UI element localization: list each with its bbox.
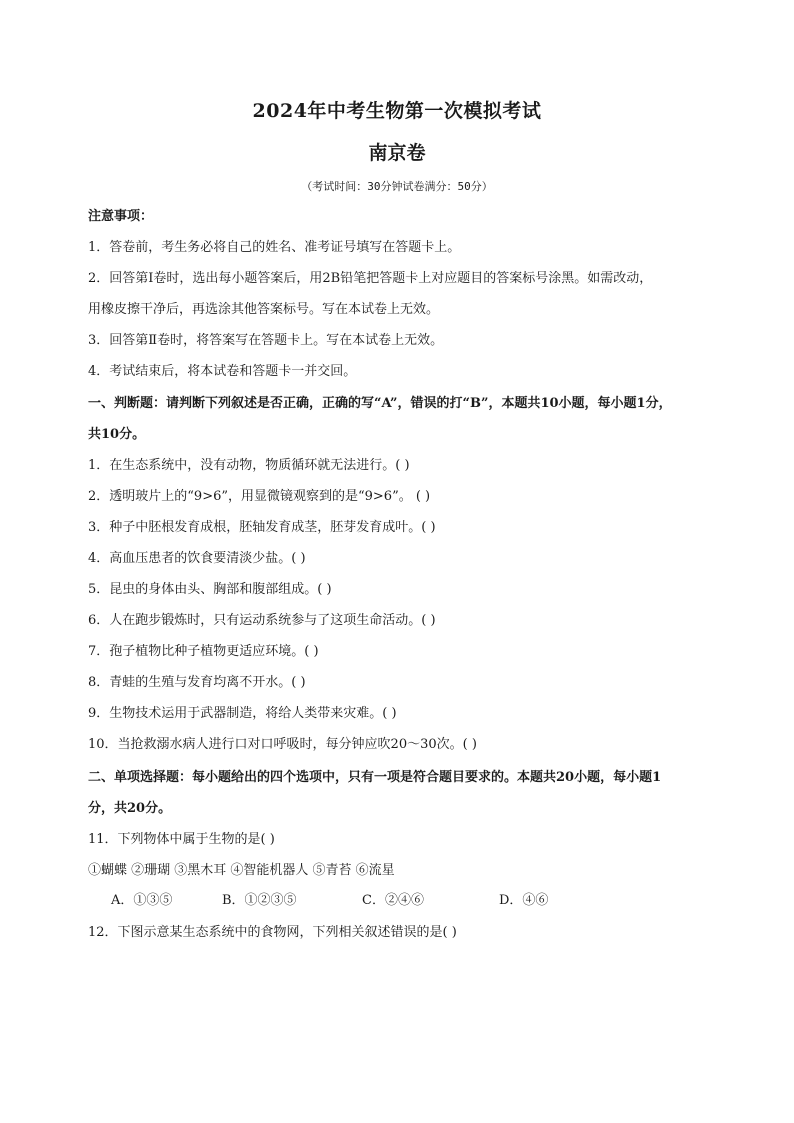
question-stem: 12．下图示意某生态系统中的食物网，下列相关叙述错误的是( ) <box>88 925 457 940</box>
page-title: 2024年中考生物第一次模拟考试 <box>252 100 542 122</box>
section1-heading: 一、判断题：请判断下列叙述是否正确，正确的写“A”，错误的打“B”，本题共10小题，每小题1分， <box>88 396 672 411</box>
question-item: 10．当抢救溺水病人进行口对口呼吸时，每分钟应吹20～30次。( ) <box>88 737 477 752</box>
question-items: ①蝴蝶 ②珊瑚 ③黑木耳 ④智能机器人 ⑤青苔 ⑥流星 <box>88 863 395 878</box>
question-item: 2．透明玻片上的“9>6”，用显微镜观察到的是“9>6”。 ( ) <box>88 489 431 504</box>
question-item: 7．孢子植物比种子植物更适应环境。( ) <box>88 644 319 659</box>
note-item: 1．答卷前，考生务必将自己的姓名、准考证号填写在答题卡上。 <box>88 240 461 255</box>
option-d: D．④⑥ <box>499 893 549 908</box>
question-item: 9．生物技术运用于武器制造，将给人类带来灾难。( ) <box>88 706 397 721</box>
exam-info: （考试时间：30分钟试卷满分：50分） <box>301 180 493 193</box>
question-item: 5．昆虫的身体由头、胸部和腹部组成。( ) <box>88 582 332 597</box>
question-stem: 11．下列物体中属于生物的是( ) <box>88 832 275 847</box>
section2-heading-cont: 分，共20分。 <box>88 801 172 816</box>
note-item: 4．考试结束后，将本试卷和答题卡一并交回。 <box>88 364 357 379</box>
option-c: C．②④⑥ <box>362 893 424 908</box>
section1-heading-cont: 共10分。 <box>88 427 146 442</box>
option-a: A．①③⑤ <box>111 893 173 908</box>
note-item: 3．回答第Ⅱ卷时，将答案写在答题卡上。写在本试卷上无效。 <box>88 333 444 348</box>
page-subtitle: 南京卷 <box>368 142 426 164</box>
question-item: 3．种子中胚根发育成根，胚轴发育成茎，胚芽发育成叶。( ) <box>88 520 436 535</box>
question-item: 1．在生态系统中，没有动物，物质循环就无法进行。( ) <box>88 458 410 473</box>
note-item: 用橡皮擦干净后，再选涂其他答案标号。写在本试卷上无效。 <box>88 302 440 317</box>
question-item: 8．青蛙的生殖与发育均离不开水。( ) <box>88 675 306 690</box>
notes-heading: 注意事项： <box>88 209 154 224</box>
option-b: B．①②③⑤ <box>222 893 297 908</box>
section2-heading: 二、单项选择题：每小题给出的四个选项中，只有一项是符合题目要求的。本题共20小题，每小题1 <box>88 770 662 785</box>
question-item: 6．人在跑步锻炼时，只有运动系统参与了这项生命活动。( ) <box>88 613 436 628</box>
question-item: 4．高血压患者的饮食要清淡少盐。( ) <box>88 551 306 566</box>
note-item: 2．回答第Ⅰ卷时，选出每小题答案后，用2B铅笔把答题卡上对应题目的答案标号涂黑。如需改动， <box>88 271 653 286</box>
